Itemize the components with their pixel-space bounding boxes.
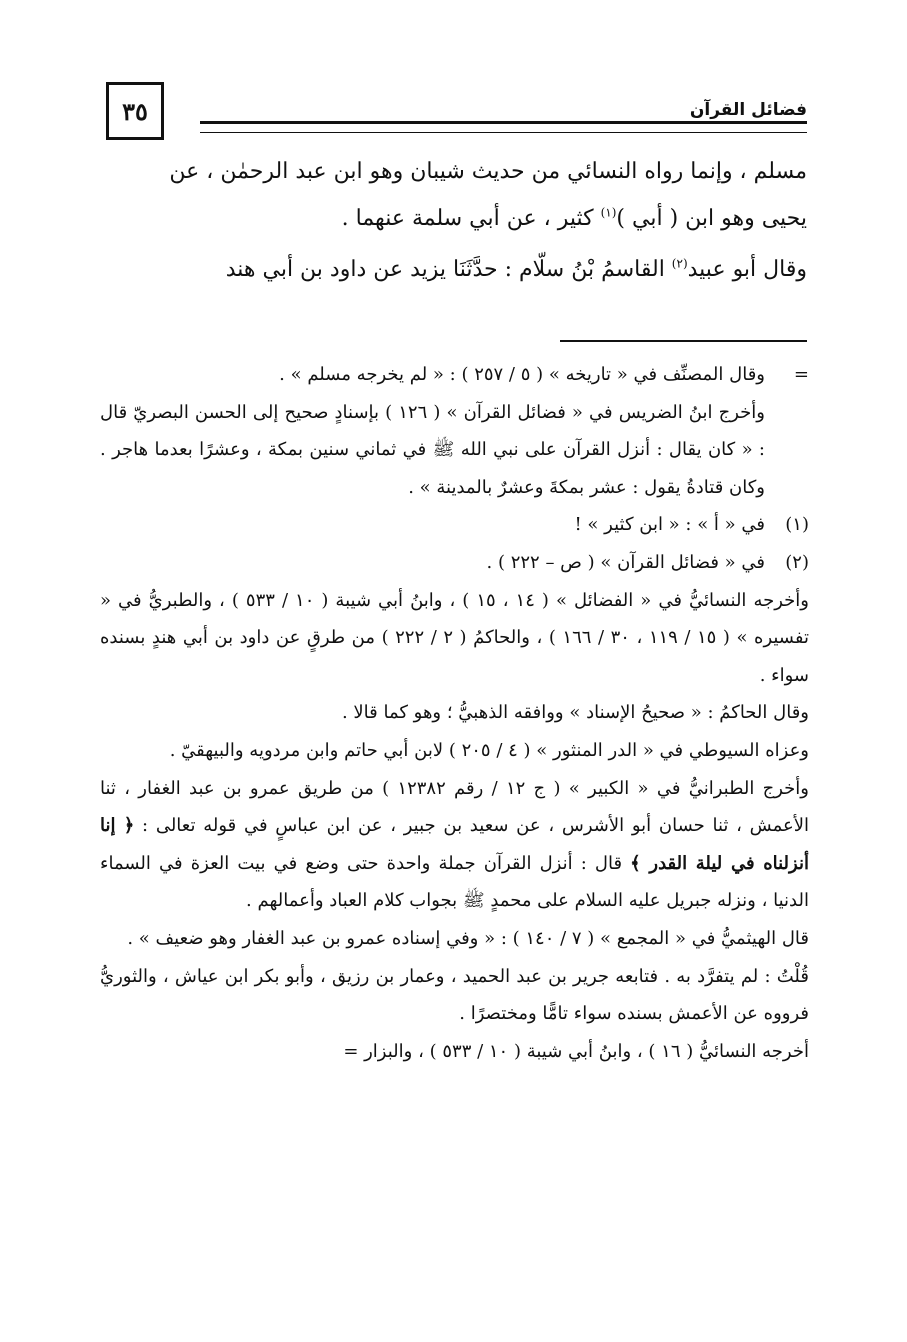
footnote-2 (100, 544, 809, 582)
main-line-3-end: القاسمُ بْنُ سلّام : حدَّثَنَا يزيد عن داود بن أبي هند (225, 257, 672, 282)
footnote-text: في « فضائل القرآن » ( ص – ٢٢٢ ) . (486, 551, 765, 573)
main-line-3-start: وقال أبو عبيد (687, 257, 807, 282)
footnotes (100, 356, 809, 1070)
footnote-ref-2: (٢) (671, 256, 688, 271)
continuation-marker: = (793, 364, 809, 385)
quran-verse: ﴿ إنا أنزلناه في ليلة القدر ﴾ (100, 815, 809, 874)
footnote-continuation (100, 356, 809, 506)
tabarani-text: وأخرج الطبرانيُّ في « الكبير » ( ج ١٢ / رقم ١٢٣٨٢ ) من طريق عمرو بن عبد الغفار ، ثنا الأعمش ، ثنا حسان أبو الأشرس ، عن سعيد بن جبير ، عن ابن عباسٍ في قوله تعالى : (100, 777, 809, 837)
header-rule (200, 121, 807, 133)
main-line-2-end: كثير ، عن أبي سلمة عنهما . (341, 206, 601, 231)
footnote-ref-1: (١) (600, 205, 617, 220)
tabarani-text-end: قال : أنزل القرآن جملة واحدة حتى وضع في بيت العزة في السماء الدنيا ، ونزله جبريل عليه السلام على محمدٍ ﷺ بجواب كلام العباد وأعمالهم . (100, 852, 809, 912)
main-line-2 (100, 195, 807, 242)
footnote-1-text: في « أ » : « ابن كثير » ! (574, 514, 765, 536)
page-number (106, 82, 164, 140)
footnote-1-marker: (١) (785, 514, 809, 536)
footnote-text: وأخرج ابنُ الضريس في « فضائل القرآن » ( ١٢٦ ) بإسنادٍ صحيح إلى الحسن البصريّ قال : « كان يقال : أنزل القرآن على نبي الله ﷺ في ثماني سنين بمكة ، وعشرًا بعدما هاجر . وكان قتادةُ يقول : عشر بمكةَ وعشرٌ بالمدينة » . (100, 401, 765, 498)
page-number-text: ٣٥ (122, 96, 148, 126)
footnote-text: أخرجه النسائيُّ ( ١٦ ) ، وابنُ أبي شيبة ( ١٠ / ٥٣٣ ) ، والبزار = (343, 1040, 809, 1062)
footnote-text: وقال الحاكمُ : « صحيحُ الإسناد » ووافقه الذهبيُّ ؛ وهو كما قالا . (341, 702, 809, 724)
footnote-text: وقال المصنِّف في « تاريخه » ( ٥ / ٢٥٧ ) : « لم يخرجه مسلم » . (279, 364, 765, 385)
main-line-2-start: يحيى وهو ابن ( أبي ) (616, 206, 807, 231)
footnote-separator (560, 340, 807, 342)
main-line-3 (100, 246, 807, 293)
footnote-text: قال الهيثميُّ في « المجمع » ( ٧ / ١٤٠ ) : « وفي إسناده عمرو بن عبد الغفار وهو ضعيف » . (127, 927, 809, 949)
main-line-1: مسلم ، وإنما رواه النسائي من حديث شيبان وهو ابن عبد الرحمٰن ، عن (169, 159, 807, 184)
footnote-text: وعزاه السيوطي في « الدر المنثور » ( ٤ / ٢٠٥ ) لابن أبي حاتم وابن مردويه والبيهقيّ . (169, 739, 809, 761)
running-title: فضائل القرآن (689, 100, 807, 120)
footnote-text (100, 770, 809, 920)
footnote-2-marker: (٢) (785, 551, 809, 573)
footnote-2-body (100, 582, 809, 1071)
main-text (100, 148, 807, 293)
footnote-text: قُلْتُ : لم يتفرَّد به . فتابعه جرير بن عبد الحميد ، وعمار بن رزيق ، وأبو بكر ابن عياش ، والثوريُّ فرووه عن الأعمش بسنده سواء تامًّا ومختصرًا . (100, 965, 809, 1025)
footnote-1 (100, 506, 809, 544)
footnote-text: وأخرجه النسائيُّ في « الفضائل » ( ١٤ ، ١٥ ) ، وابنُ أبي شيبة ( ١٠ / ٥٣٣ ) ، والطبريُّ في « تفسيره » ( ١٥ / ١١٩ ، ٣٠ / ١٦٦ ) ، والحاكمُ ( ٢ / ٢٢٢ ) من طرقٍ عن داود بن أبي هندٍ بسنده سواء . (100, 589, 809, 686)
